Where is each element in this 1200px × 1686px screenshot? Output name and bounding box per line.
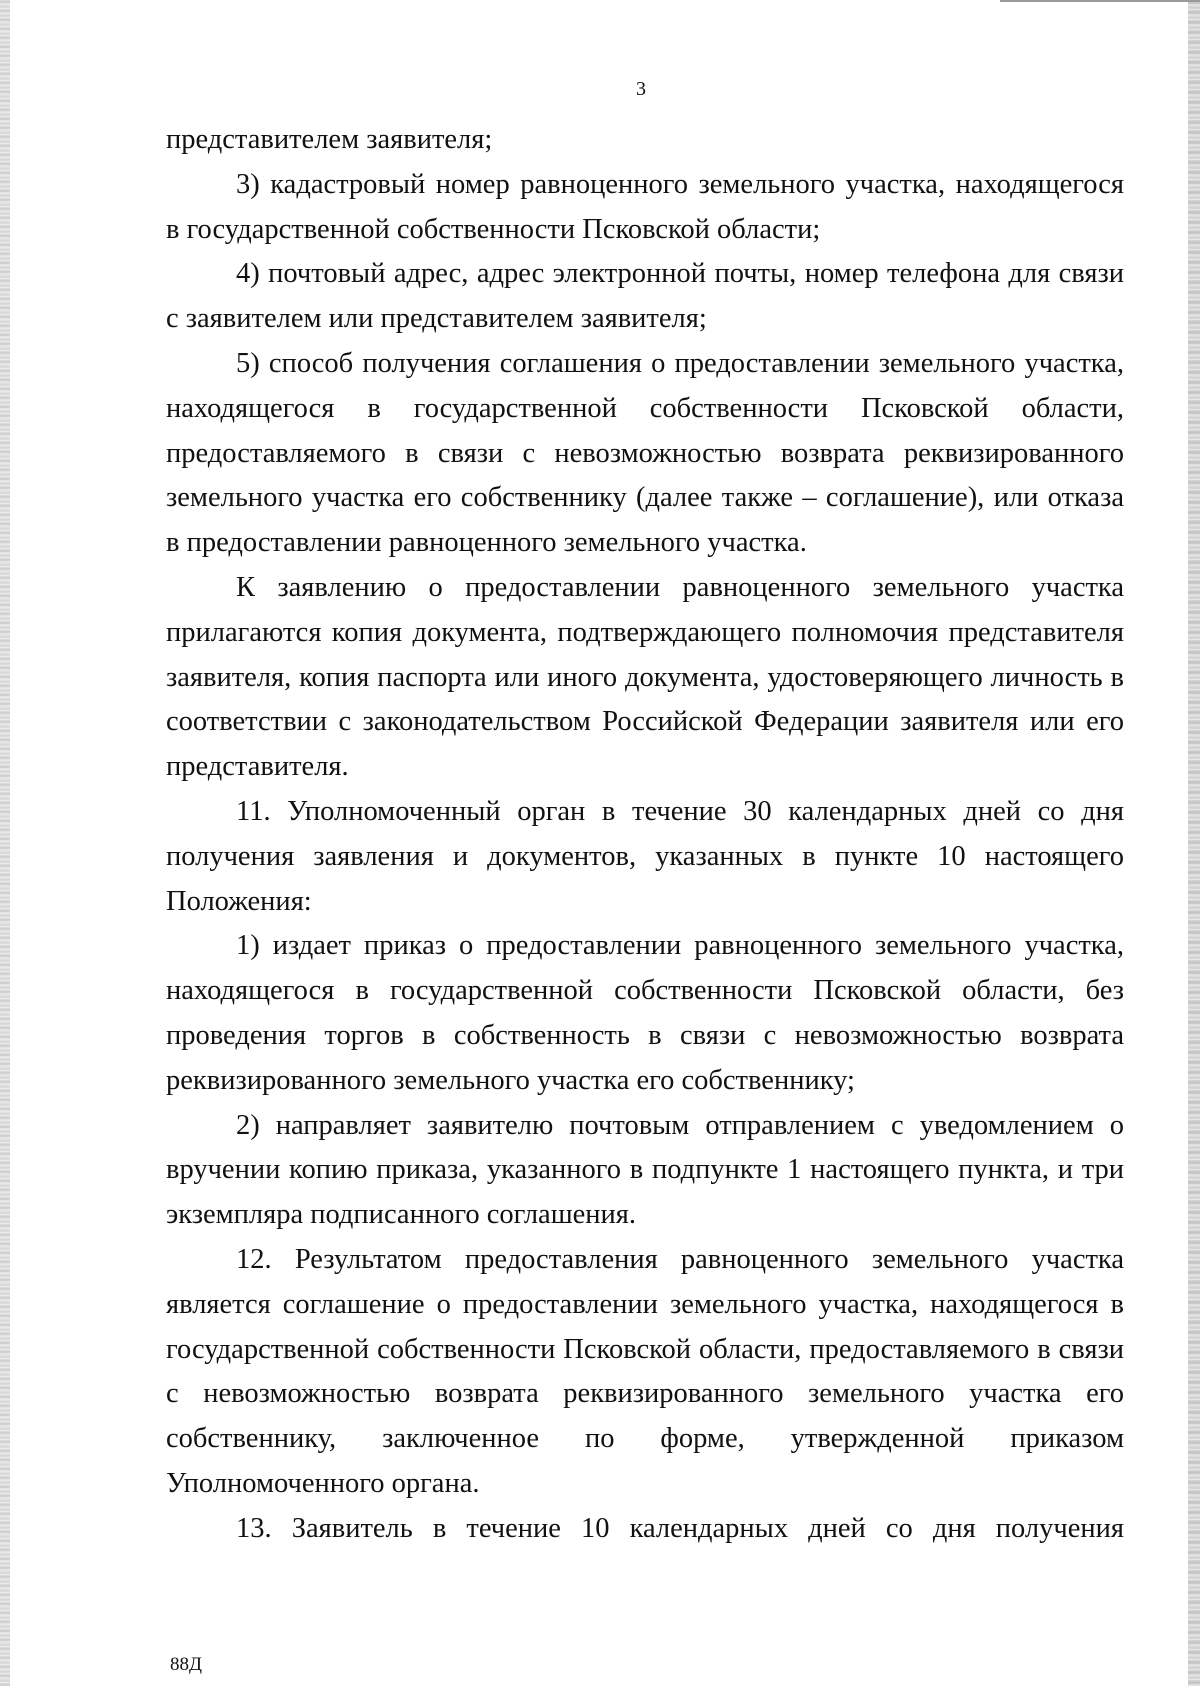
document-body (166, 118, 1124, 1552)
paragraph-clause-11: 11. Уполномоченный орган в течение 30 календарных дней со дня получения заявления и документов, указанных в пункте 10 настоящего Положения: (166, 795, 1124, 917)
scan-left-edge (0, 0, 10, 1686)
paragraph-clause-12: 12. Результатом предоставления равноценного земельного участка является соглашение о предоставлении земельного участка, находящегося в государственной собственности Псковской области, предоставляемого в связи с невозможностью возврата реквизированного земельного участка его собственнику, заключенное по форме, утвержденной приказом Уполномоченного органа. (166, 1243, 1124, 1499)
paragraph-clause-11-item-1: 1) издает приказ о предоставлении равноценного земельного участка, находящегося в государственной собственности Псковской области, без проведения торгов в собственность в связи с невозможностью возврата реквизированного земельного участка его собственнику; (166, 930, 1124, 1096)
paragraph-clause-13: 13. Заявитель в течение 10 календарных дней со дня получения (236, 1512, 1124, 1544)
scan-top-right-line (1000, 0, 1200, 2)
paragraph-item-4: 4) почтовый адрес, адрес электронной почты, номер телефона для связи с заявителем или представителем заявителя; (166, 258, 1124, 335)
paragraph-continuation: представителем заявителя; (166, 124, 493, 155)
paragraph-item-3: 3) кадастровый номер равноценного земельного участка, находящегося в государственной собственности Псковской области; (166, 168, 1124, 245)
page-number: 3 (636, 78, 646, 100)
footer-document-code: 88Д (170, 1654, 202, 1675)
paragraph-attachments: К заявлению о предоставлении равноценного земельного участка прилагаются копия документа, подтверждающего полномочия представителя заявителя, копия паспорта или иного документа, удостоверяющего личность в соответствии с законодательством Российской Федерации заявителя или его представителя. (166, 571, 1124, 783)
paragraph-clause-11-item-2: 2) направляет заявителю почтовым отправлением с уведомлением о вручении копию приказа, указанного в подпункте 1 настоящего пункта, и три экземпляра подписанного соглашения. (166, 1109, 1124, 1231)
paragraph-item-5: 5) способ получения соглашения о предоставлении земельного участка, находящегося в государственной собственности Псковской области, предоставляемого в связи с невозможностью возврата реквизированного земельного участка его собственнику (далее также – соглашение), или отказа в предоставлении равноценного земельного участка. (166, 347, 1124, 559)
scan-right-edge (1188, 0, 1200, 1686)
